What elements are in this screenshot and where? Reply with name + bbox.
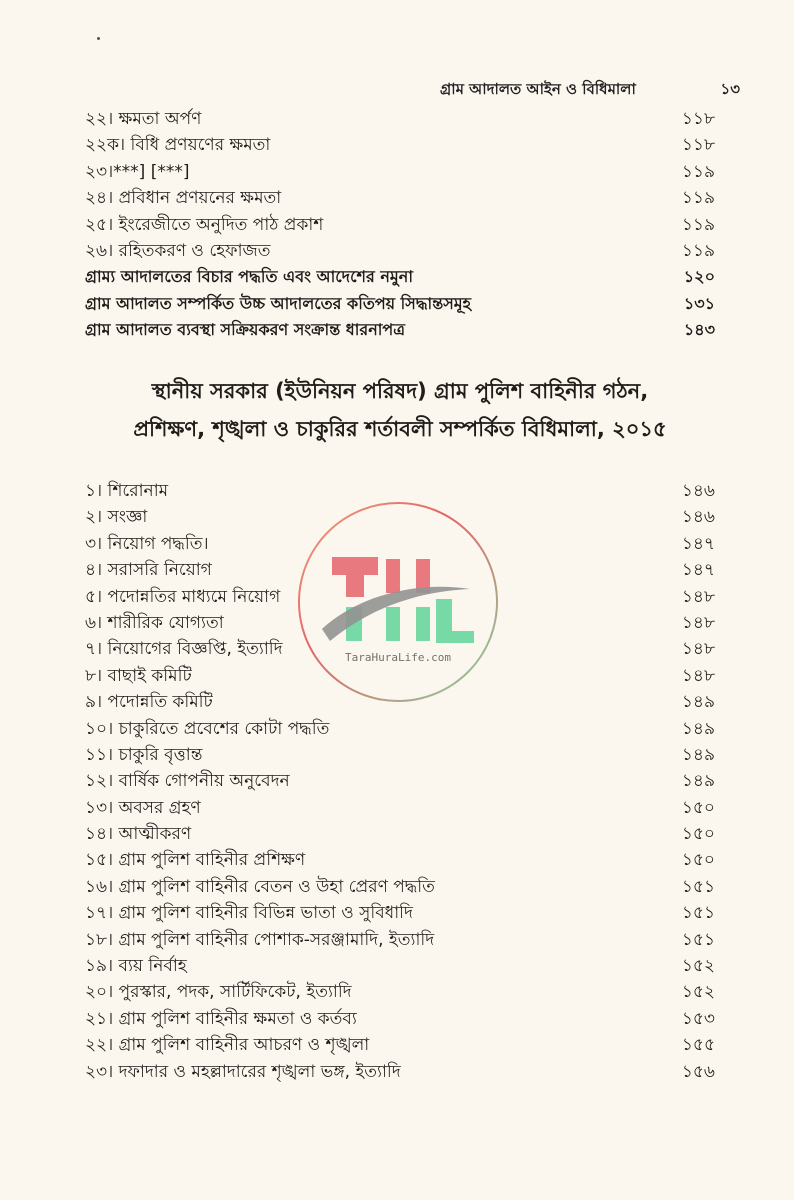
toc-entry: ৪। সরাসরি নিয়োগ (85, 560, 212, 581)
toc-page: ১৫৫ (681, 1035, 715, 1056)
toc-row (85, 1032, 715, 1058)
running-header (440, 78, 740, 103)
toc-entry: ২৪। প্রবিধান প্রণয়নের ক্ষমতা (85, 188, 282, 209)
section-heading (85, 372, 715, 448)
toc-page: ১৪৭ (681, 560, 715, 581)
toc-entry: ১০। চাকুরিতে প্রবেশের কোটা পদ্ধতি (85, 718, 330, 739)
toc-row (85, 716, 715, 742)
toc-page: ১৫৩ (681, 1008, 715, 1029)
toc-row (85, 847, 715, 873)
toc-entry: ২২ক। বিধি প্রণয়ণের ক্ষমতা (85, 135, 271, 156)
toc-row (85, 212, 715, 238)
toc-page: ১১৯ (681, 161, 715, 182)
toc-entry: ১২। বার্ষিক গোপনীয় অনুবেদন (85, 771, 290, 792)
toc-entry: ৮। বাছাই কমিটি (85, 665, 192, 686)
section-heading-line-2: প্রশিক্ষণ, শৃঙ্খলা ও চাকুরির শর্তাবলী সম্পর্কিত বিধিমালা, ২০১৫ (133, 417, 667, 441)
toc-entry: ১৮। গ্রাম পুলিশ বাহিনীর পোশাক-সরঞ্জামাদি, ইত্যাদি (85, 929, 435, 950)
toc-page: ১৩১ (683, 293, 715, 313)
toc-page: ১৪৯ (681, 771, 715, 792)
toc-row (85, 238, 715, 264)
toc-page: ১৫৬ (681, 1061, 715, 1082)
toc-page: ১১৮ (681, 109, 715, 129)
toc-row (85, 742, 715, 768)
toc-entry: ২৫। ইংরেজীতে অনুদিত পাঠ প্রকাশ (85, 214, 324, 235)
toc-page: ১১৮ (681, 135, 715, 156)
toc-entry: গ্রাম আদালত ব্যবস্থা সক্রিয়করণ সংক্রান্ত ধারনাপত্র (85, 320, 406, 340)
toc-entry: ১৯। ব্যয় নির্বাহ (85, 956, 187, 977)
toc-page: ১৫০ (681, 797, 715, 818)
toc-page: ১১৯ (681, 188, 715, 209)
toc-row (85, 821, 715, 847)
toc-row (85, 979, 715, 1005)
toc-page: ১১৯ (681, 240, 715, 261)
toc-entry: গ্রাম্য আদালতের বিচার পদ্ধতি এবং আদেশের নমুনা (85, 267, 413, 287)
toc-row (85, 1059, 715, 1085)
toc-entry: ২২। ক্ষমতা অর্পণ (85, 109, 202, 129)
toc-entry: ১৬। গ্রাম পুলিশ বাহিনীর বেতন ও উহা প্রেরণ পদ্ধতি (85, 876, 435, 897)
thl-logo-icon (320, 549, 480, 649)
toc-entry: গ্রাম আদালত সম্পর্কিত উচ্চ আদালতের কতিপয় সিদ্ধান্তসমূহ (85, 293, 472, 313)
toc-page: ১১৯ (681, 214, 715, 235)
toc-page: ১৫০ (681, 824, 715, 845)
toc-entry: ২২। গ্রাম পুলিশ বাহিনীর আচরণ ও শৃঙ্খলা (85, 1035, 370, 1056)
toc-entry: ৯। পদোন্নতি কমিটি (85, 692, 213, 713)
page-number: ১৩ (720, 80, 740, 98)
toc-list-part-a (85, 106, 715, 344)
toc-row (85, 185, 715, 211)
toc-page: ১৪৮ (681, 665, 715, 686)
toc-row (85, 768, 715, 794)
toc-page: ১৪৯ (681, 744, 715, 765)
toc-entry: ৫। পদোন্নতির মাধ্যমে নিয়োগ (85, 586, 281, 607)
toc-entry: ১৩। অবসর গ্রহণ (85, 797, 201, 818)
watermark-text: TaraHuraLife.com (345, 651, 451, 664)
toc-row (85, 874, 715, 900)
paper-speck (97, 37, 100, 40)
toc-row (85, 795, 715, 821)
toc-row (85, 159, 715, 185)
toc-row-appendix (85, 317, 715, 343)
toc-entry: ১৫। গ্রাম পুলিশ বাহিনীর প্রশিক্ষণ (85, 850, 306, 871)
toc-page: ১৪৮ (681, 586, 715, 607)
toc-page: ১৫২ (681, 956, 715, 977)
toc-entry: ১৭। গ্রাম পুলিশ বাহিনীর বিভিন্ন ভাতা ও সুবিধাদি (85, 903, 413, 924)
toc-row (85, 132, 715, 158)
toc-entry: ৬। শারীরিক যোগ্যতা (85, 612, 224, 633)
toc-page: ১৪৩ (683, 320, 715, 340)
toc-entry: ২। সংজ্ঞা (85, 507, 148, 528)
toc-page: ১৫১ (681, 929, 715, 950)
toc-page: ১৪৯ (681, 692, 715, 713)
toc-row (85, 1006, 715, 1032)
toc-page: ১৫১ (681, 876, 715, 897)
section-heading-line-1: স্থানীয় সরকার (ইউনিয়ন পরিষদ) গ্রাম পুলিশ বাহিনীর গঠন, (151, 379, 649, 403)
toc-entry: ২০। পুরস্কার, পদক, সার্টিফিকেট, ইত্যাদি (85, 982, 352, 1003)
toc-row-appendix (85, 291, 715, 317)
toc-entry: ২৩। দফাদার ও মহল্লাদারের শৃঙ্খলা ভঙ্গ, ইত্যাদি (85, 1061, 401, 1082)
toc-row-appendix (85, 264, 715, 290)
toc-row (85, 106, 715, 132)
toc-page: ১৪৯ (681, 718, 715, 739)
toc-page: ১৫২ (681, 982, 715, 1003)
toc-row (85, 478, 715, 504)
toc-entry: ২৩।***] [***] (85, 161, 190, 182)
toc-entry: ২৬। রহিতকরণ ও হেফাজত (85, 240, 271, 261)
toc-page: ১৫১ (681, 903, 715, 924)
toc-page: ১৪৭ (681, 533, 715, 554)
toc-page: ১৪৬ (681, 481, 715, 501)
toc-entry: ১১। চাকুরি বৃত্তান্ত (85, 744, 203, 765)
toc-entry: ৭। নিয়োগের বিজ্ঞপ্তি, ইত্যাদি (85, 639, 283, 660)
toc-entry: ১৪। আত্মীকরণ (85, 824, 192, 845)
toc-page: ১৪৬ (681, 507, 715, 528)
toc-page: ১৪৮ (681, 612, 715, 633)
toc-page: ১৫০ (681, 850, 715, 871)
toc-row (85, 900, 715, 926)
toc-entry: ২১। গ্রাম পুলিশ বাহিনীর ক্ষমতা ও কর্তব্য (85, 1008, 357, 1029)
toc-row (85, 953, 715, 979)
toc-entry: ৩। নিয়োগ পদ্ধতি। (85, 533, 209, 554)
toc-page: ১৪৮ (681, 639, 715, 660)
toc-row (85, 927, 715, 953)
toc-entry: ১। শিরোনাম (85, 481, 169, 501)
toc-page: ১২০ (683, 267, 715, 287)
watermark-badge (298, 502, 498, 702)
running-header-title: গ্রাম আদালত আইন ও বিধিমালা (440, 80, 636, 98)
